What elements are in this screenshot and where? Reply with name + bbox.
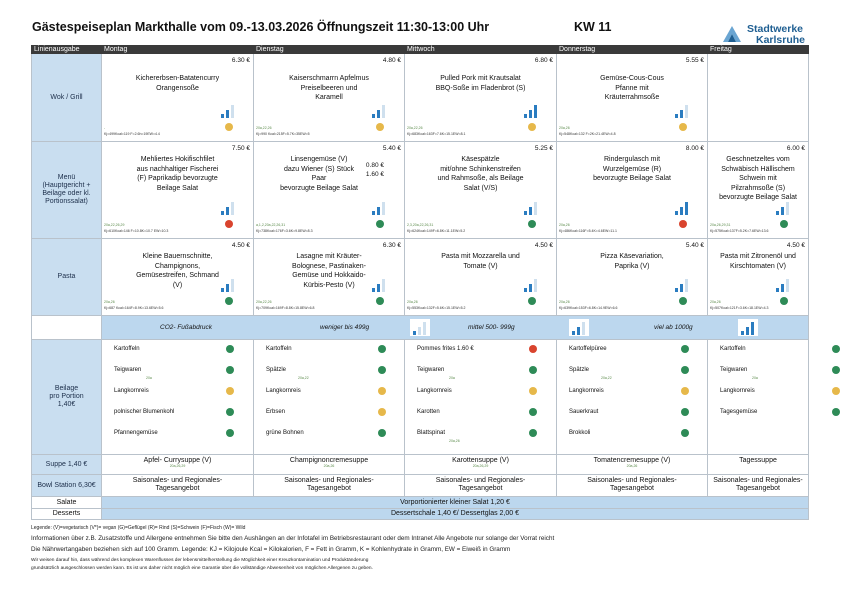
nutrition-info: Kj=507Kcal=121F=3.6K=18.1EW=4.3 [710,306,769,310]
side-dish-item: Teigwaren [720,367,748,373]
nutrition-info: Kj=499Kcal=119 F=2.6h=19EW=4.4 [104,132,160,136]
page-title: Gästespeiseplan Markthalle vom 09.-13.03.2026 Öffnungszeit 11:30-13:00 Uhr [32,20,490,34]
rating-dot-icon [226,387,234,395]
co2-bars-icon [221,104,235,118]
co2-bars-icon [221,201,235,215]
side-dish-item: Langkornreis [266,388,301,394]
dish-name: Pizza Käsevariation, Paprika (V) [600,253,664,270]
menu-cell [102,142,254,239]
wok-cell [102,54,254,142]
suppe-cell [254,455,405,475]
allergen-codes: 20a,26 [407,300,418,304]
co2-bars-icon [524,201,538,215]
nutrition-info: Kj=639Kcal=153F=6.8K=14.9EW=6.6 [559,306,618,310]
column-header-row [32,46,809,54]
rating-dot-icon [225,220,233,228]
dish-name: Geschnetzeltes vom Schwäbisch Hällischem Schwein mit Pilzrahmsoße (S) bevorzugte Beilage Salat [719,156,797,201]
row-label-pasta: Pasta [32,239,102,316]
allergen-codes: 20a,22,26,29 [104,223,125,227]
side-dish-item: Langkornreis [417,388,452,394]
col-header-friday: Freitag [708,46,809,54]
allergen-codes: 20a,26,29 [169,464,186,468]
co2-bars-icon [675,278,689,292]
col-header-wednesday: Mittwoch [405,46,557,54]
price-label: 6.00 € [786,145,805,152]
row-label-desserts: Desserts [32,509,102,520]
rating-dot-icon [528,220,536,228]
allergen-codes: 20a,26 [449,439,460,443]
rating-dot-icon [376,220,384,228]
dish-name: Kleine Bauernschnitte, Champignons, Gemüsestreifen, Schmand (V) [136,253,219,289]
price-label: 4.50 € [786,242,805,249]
menu-cell [557,142,708,239]
allergen-codes: 20a [449,376,455,380]
allergen-codes: 20a,26 [323,464,335,468]
nutrition-info: Kj=610Kcal=146 F=10.8K=10.7 EW=10.3 [104,229,169,233]
rating-dot-icon [226,408,234,416]
nutrition-info: Kj=709Kcal=169F=8.8K=15.8EW=6.8 [256,306,315,310]
side-dish-item: Teigwaren [114,367,142,373]
col-header-thursday: Donnerstag [557,46,708,54]
side-dish-item: Brokkoli [569,430,591,436]
side-dish-item: Blattspinat [417,430,446,436]
side-dish-item: grüne Bohnen [266,430,304,436]
rating-dot-icon [226,345,234,353]
co2-bars-icon [675,104,689,118]
nutrition-info: Kj=486Kcal=116F=5.4K=4.6EW=11.1 [559,229,617,233]
co2-bars-icon [221,278,235,292]
co2-mid-icon [569,319,589,336]
row-label-salate: Salate [32,497,102,509]
nutrition-info: Kj=624Kcal=149F=6.8K=11.1EW=5.2 [407,229,466,233]
nutrition-info: Kj=553Kcal=132F=5.6K=15.1EW=5.2 [407,306,466,310]
price-label: 8.00 € [685,145,704,152]
side-dish-item: Pommes frites 1.60 € [417,346,474,352]
side-dish-item: Karotten [417,409,440,415]
beilage-cell [405,340,557,455]
salate-text: Vorportionierter kleiner Salat 1,20 € [102,497,809,509]
side-dish-item: Spätzle [569,367,590,373]
row-label-wok: Wok / Grill [32,54,102,142]
nutrition-info: Kj=548Kcal=132 F=2K=21.4EW=4.8 [559,132,616,136]
price-label: 5.25 € [534,145,553,152]
suppe-cell [557,455,708,475]
side-dish-item: Spätzle [266,367,287,373]
allergen-codes: a,1,2,20a,22,26,31 [256,223,286,227]
pasta-cell [557,239,708,316]
bowl-cell: Saisonales- und Regionales- Tagesangebot [708,475,809,497]
footer-info-2: Die Nährwertangaben beziehen sich auf 100 Gramm. Legende: KJ = Kilojoule Kcal = Kilokalorien, F = Fett in Gramm, K = Kohlenhydrate in Gramm, EW = Eiweiß in Gramm [31,546,511,553]
menu-table [31,45,809,520]
rating-dot-icon [528,297,536,305]
co2-low-label: weniger bis 499g [320,324,370,331]
bowl-cell: Saisonales- und Regionales- Tagesangebot [557,475,708,497]
bowl-cell: Saisonales- und Regionales- Tagesangebot [102,475,254,497]
dish-name: Pasta mit Mozzarella und Tomate (V) [441,253,520,270]
co2-bars-icon [372,278,386,292]
side-dish-item: Tagesgemüse [720,409,758,415]
rating-dot-icon [529,429,537,437]
allergen-codes: 20a,26,29 [472,464,489,468]
rating-dot-icon [681,429,689,437]
col-header-monday: Montag [102,46,254,54]
price-label: 5.40 € [382,145,401,152]
co2-bars-icon [776,201,790,215]
rating-dot-icon [529,408,537,416]
side-dish-item: Teigwaren [417,367,445,373]
row-pasta [32,239,809,316]
allergen-codes: 20a,26 [626,464,638,468]
legend-line: Legende: (V)=vegetarisch (V*)= vegan (G)=Geflügel (R)= Rind (S)=Schwein (F)=Fisch (W)= Wild [31,525,246,531]
calendar-week: KW 11 [574,20,612,34]
co2-bars-icon [675,201,689,215]
allergen-codes: 20a,22,26 [256,300,272,304]
menu-cell [405,142,557,239]
row-bowl [32,475,809,497]
side-dish-item: Kartoffeln [266,346,292,352]
co2-mid-label: mittel 500- 999g [468,324,515,331]
price-label: 6.30 € [382,242,401,249]
co2-bars-icon [776,278,790,292]
rating-dot-icon [780,297,788,305]
side-dish-item: Kartoffeln [114,346,140,352]
allergen-codes: - [104,126,106,130]
dish-name: Kichererbsen-Batatencurry Orangensoße [135,75,220,92]
co2-band [102,316,809,340]
rating-dot-icon [376,297,384,305]
logo-mark-icon [721,22,743,46]
co2-row [32,316,809,340]
rating-dot-icon [679,220,687,228]
allergen-codes: 20a,22,26 [407,126,423,130]
rating-dot-icon [528,123,536,131]
soup-name: Tomatencremesuppe (V) [593,457,671,464]
row-desserts [32,509,809,520]
menu-cell [254,142,405,239]
nutrition-info: Kj=575Kcal=137F=5.2K=7.6EW=13.6 [710,229,769,233]
soup-name: Apfel- Currysuppe (V) [143,457,212,464]
rating-dot-icon [681,366,689,374]
dish-name: Pasta mit Zitronenöl und Kirschtomaten (V) [720,253,796,270]
rating-dot-icon [378,429,386,437]
dish-name: Linsengemüse (V) dazu Wiener (S) Stück Paar bevorzugte Beilage Salat [280,156,358,192]
allergen-codes: 20a [752,376,758,380]
rating-dot-icon [529,387,537,395]
rating-dot-icon [226,429,234,437]
suppe-cell [102,455,254,475]
dish-name: Rindergulasch mit Wurzelgemüse (R) bevorzugte Beilage Salat [593,156,671,182]
price-label: 5.40 € [685,242,704,249]
menu-cell [708,142,809,239]
allergen-codes: 20a,22,26 [256,126,272,130]
co2-bars-icon [372,104,386,118]
rating-dot-icon [529,366,537,374]
dish-name: Pulled Pork mit Krautsalat BBQ-Soße im Fladenbrot (S) [435,75,526,92]
allergen-codes: 20a [146,376,152,380]
beilage-cell [557,340,708,455]
allergen-codes: 20a,26 [559,126,570,130]
soup-name: Champignoncremesuppe [289,457,369,464]
allergen-codes: 2,3,20a,22,26,31 [407,223,434,227]
rating-dot-icon [378,366,386,374]
row-label-bowl: Bowl Station 6,30€ [32,475,102,497]
nutrition-info: Kj=683Kcal=163F=7.6K=15.1EW=8.1 [407,132,466,136]
col-header-tuesday: Dienstag [254,46,405,54]
side-dish-item: polnischer Blumenkohl [114,409,175,415]
dish-name: Gemüse-Cous-Cous Pfanne mit Kräuterrahmsoße [600,75,664,101]
co2-high-label: viel ab 1000g [654,324,693,331]
wok-cell [405,54,557,142]
beilage-cell [102,340,254,455]
pasta-cell [405,239,557,316]
price-label: 4.50 € [231,242,250,249]
price-label: 6.80 € [534,57,553,64]
soup-name: Tagessuppe [739,457,777,464]
rating-dot-icon [225,123,233,131]
rating-dot-icon [376,123,384,131]
rating-dot-icon [832,366,840,374]
row-label-suppe: Suppe 1,40 € [32,455,102,475]
rating-dot-icon [378,387,386,395]
allergen-codes: 20a,22 [601,376,612,380]
footer-info-1: Informationen über z.B. Zusatzstoffe und Allergene entnehmen Sie bitte den Aushängen an der Infotafel im Betriebsrestaurant oder dem Intranet Alle Angebote nur solange der Vorrat reicht [31,535,555,542]
bowl-cell: Saisonales- und Regionales- Tagesangebot [405,475,557,497]
pasta-cell [254,239,405,316]
allergen-codes: 20a,26 [559,223,570,227]
side-dish-item: Sauerkraut [569,409,599,415]
row-suppe [32,455,809,475]
row-label-beilage: Beilage pro Portion 1,40€ [32,340,102,455]
allergen-codes: 20a,26,29,31 [710,223,731,227]
co2-high-icon [738,319,758,336]
logo-line-2: Karlsruhe [756,34,806,46]
wok-cell [254,54,405,142]
rating-dot-icon [529,345,537,353]
rating-dot-icon [832,387,840,395]
nutrition-info: Kj=990 Kcal=215F=5.7K=35EW=5 [256,132,310,136]
soup-name: Karottensuppe (V) [452,457,509,464]
co2-low-icon [410,319,430,336]
rating-dot-icon [679,123,687,131]
beilage-cell [254,340,405,455]
side-dish-item: Kartoffeln [720,346,746,352]
allergen-codes: 20a,26 [710,300,721,304]
row-label-menu: Menü (Hauptgericht + Beilage oder kl. Portionssalat) [32,142,102,239]
side-dish-item: Pfannengemüse [114,430,158,436]
rating-dot-icon [225,297,233,305]
co2-bars-icon [524,278,538,292]
rating-dot-icon [378,408,386,416]
allergen-codes: 20a,26 [104,300,115,304]
rating-dot-icon [832,345,840,353]
beilage-cell [708,340,809,455]
bowl-cell: Saisonales- und Regionales- Tagesangebot [254,475,405,497]
side-dish-item: Erbsen [266,409,286,415]
footer-info-3: Wir weisen darauf hin, dass während des komplexen Warenflusses der lebensmittelherstellung die Möglichkeit einer Kreuzkontamination und Produktänderung [31,558,369,563]
suppe-cell [708,455,809,475]
side-dish-item: Langkornreis [720,388,755,394]
suppe-cell [405,455,557,475]
co2-bars-icon [372,201,386,215]
side-dish-item: Kartoffelpüree [569,346,607,352]
rating-dot-icon [679,297,687,305]
price-label: 5.55 € [685,57,704,64]
col-header-line: Linienausgabe [32,46,102,54]
rating-dot-icon [681,345,689,353]
row-salate [32,497,809,509]
desserts-text: Dessertschale 1,40 €/ Dessertglas 2,00 € [102,509,809,520]
nutrition-info: Kj=687 Kcal=164F=8.9K=13.6EW=5.6 [104,306,164,310]
footer-info-4: grundsätzlich ausgeschlossen werden kann. Es ist uns daher nicht möglich eine Garantie über die vollständige Abwesenheit von möglichen Allergenen zu geben. [31,566,373,571]
row-wok [32,54,809,142]
pasta-cell [708,239,809,316]
wok-cell [557,54,708,142]
rating-dot-icon [832,408,840,416]
rating-dot-icon [378,345,386,353]
rating-dot-icon [681,387,689,395]
price-label: 7.50 € [231,145,250,152]
price-label: 6.30 € [231,57,250,64]
pasta-cell [102,239,254,316]
allergen-codes: 20a,26 [559,300,570,304]
nutrition-info: Kj=738Kcal=176F=3.6K=9.8EW=8.3 [256,229,313,233]
side-dish-item: Langkornreis [569,388,604,394]
allergen-codes: 20a,22 [298,376,309,380]
co2-label: CO2- Fußabdruck [160,324,213,331]
dish-name: Lasagne mit Kräuter- Bolognese, Pastinaken- Gemüse und Hokkaido- Kürbis-Pesto (V) [292,253,366,289]
co2-bars-icon [524,104,538,118]
rating-dot-icon [226,366,234,374]
dish-name: Mehliertes Hokifischfilet aus nachhaltiger Fischerei (F) Paprikadip bevorzugte Beilage Salat [136,156,219,192]
dish-name: Käsespätzle mit/ohne Schinkenstreifen und Rahmsoße, als Beilage Salat (V/S) [437,156,524,192]
side-dish-item: Langkornreis [114,388,149,394]
row-beilage [32,340,809,455]
extra-prices: 0.80 € 1.60 € [365,162,384,178]
price-label: 4.50 € [534,242,553,249]
logo-line-1: Stadtwerke [747,23,804,35]
price-label: 4.80 € [382,57,401,64]
rating-dot-icon [681,408,689,416]
row-menu [32,142,809,239]
dish-name: Kaiserschmarrn Apfelmus Preiselbeeren und Karamell [289,75,369,101]
wok-cell [708,54,809,142]
rating-dot-icon [780,220,788,228]
